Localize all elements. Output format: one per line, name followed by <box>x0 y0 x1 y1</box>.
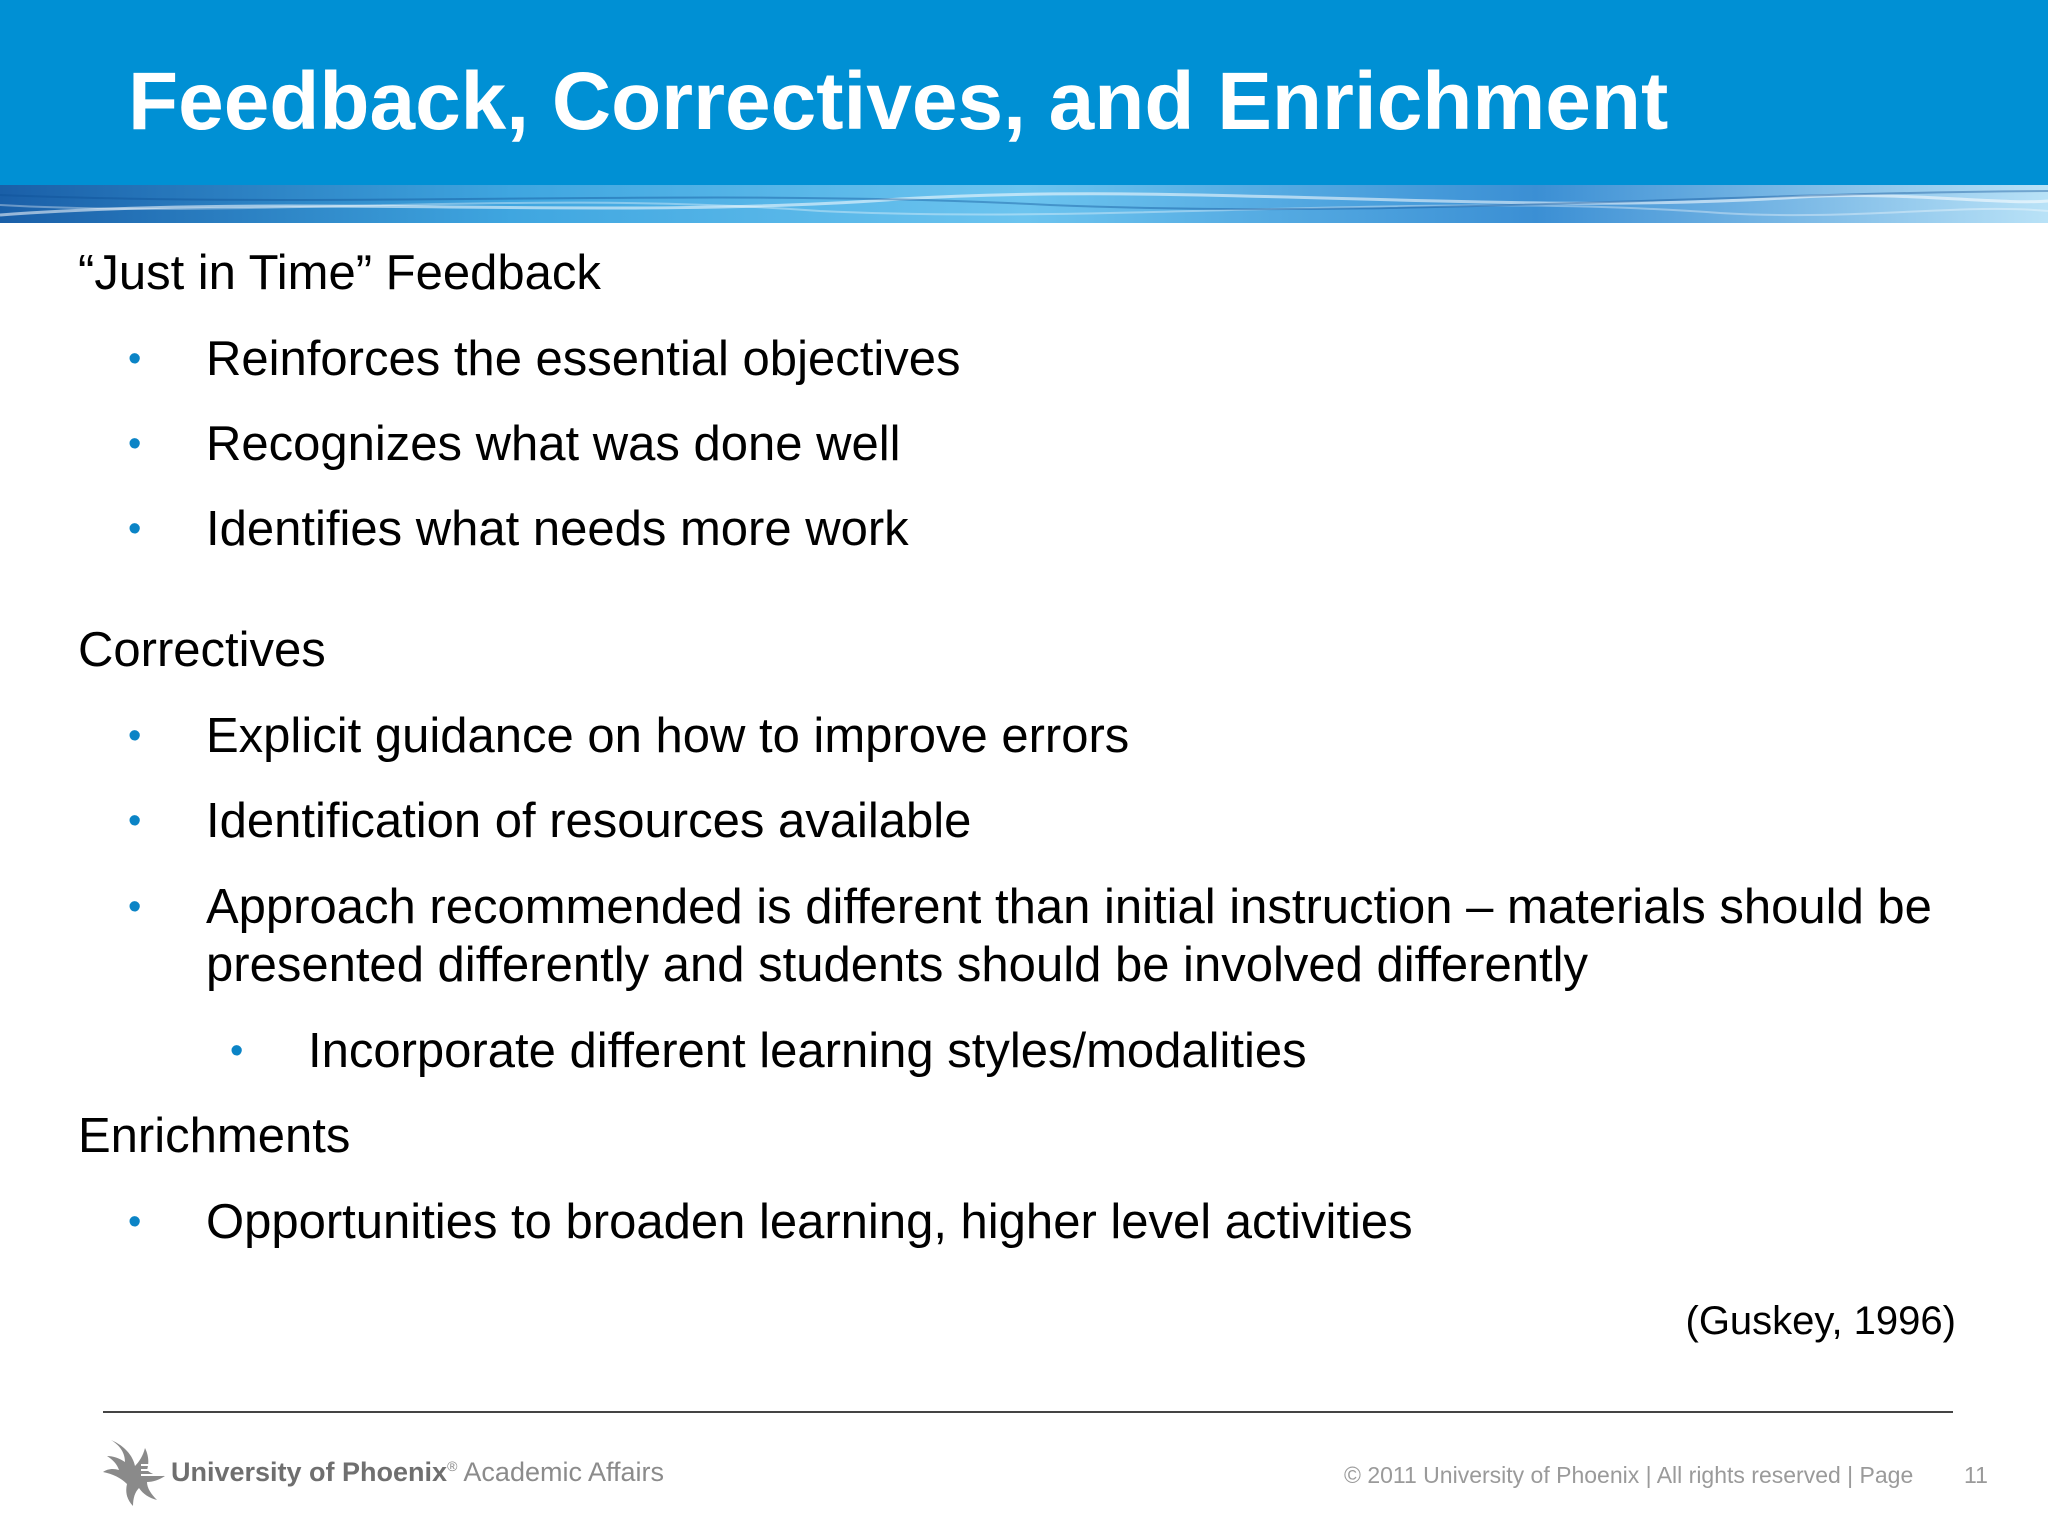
logo-department: Academic Affairs <box>457 1456 665 1487</box>
bullet-icon: • <box>128 1201 142 1243</box>
bullet-text: Approach recommended is different than initial instruction – materials should be presented differently and students should be involved differently <box>206 880 1932 992</box>
phoenix-bird-icon <box>103 1436 165 1508</box>
logo-university-name: University of Phoenix <box>171 1456 448 1487</box>
bullet-item <box>128 415 1966 473</box>
bullet-item <box>128 707 1966 765</box>
slide-title: Feedback, Correctives, and Enrichment <box>128 56 1669 147</box>
bullet-text: Identification of resources available <box>206 794 972 848</box>
bullet-icon: • <box>128 800 142 842</box>
bullet-text: Explicit guidance on how to improve errors <box>206 709 1130 763</box>
sub-bullet-item <box>230 1022 2048 1080</box>
bullet-item <box>128 500 1966 558</box>
citation: (Guskey, 1996) <box>1685 1299 1956 1343</box>
bullet-text: Identifies what needs more work <box>206 502 909 556</box>
footer-divider <box>103 1411 1953 1413</box>
bullet-text: Reinforces the essential objectives <box>206 332 961 386</box>
section-heading-enrichments: Enrichments <box>78 1109 351 1163</box>
section-heading-feedback: “Just in Time” Feedback <box>78 246 601 300</box>
university-logo <box>103 1436 664 1508</box>
copyright-notice: © 2011 University of Phoenix | All rights reserved | Page <box>1344 1462 1914 1488</box>
logo-wordmark <box>171 1457 664 1488</box>
logo-registered-mark: ® <box>447 1457 458 1474</box>
bullet-item <box>128 1193 1966 1251</box>
bullet-icon: • <box>128 715 142 757</box>
bullet-text: Incorporate different learning styles/modalities <box>308 1024 1307 1078</box>
bullet-item <box>128 878 1966 994</box>
bullet-icon: • <box>128 886 142 928</box>
bullet-text: Opportunities to broaden learning, higher level activities <box>206 1195 1413 1249</box>
bullet-item <box>128 330 1966 388</box>
bullet-icon: • <box>128 338 142 380</box>
bullet-text: Recognizes what was done well <box>206 417 901 471</box>
bullet-icon: • <box>128 423 142 465</box>
bullet-icon: • <box>230 1030 244 1072</box>
section-heading-correctives: Correctives <box>78 623 326 677</box>
page-number: 11 <box>1964 1462 1988 1488</box>
bullet-item <box>128 792 1966 850</box>
bullet-icon: • <box>128 508 142 550</box>
